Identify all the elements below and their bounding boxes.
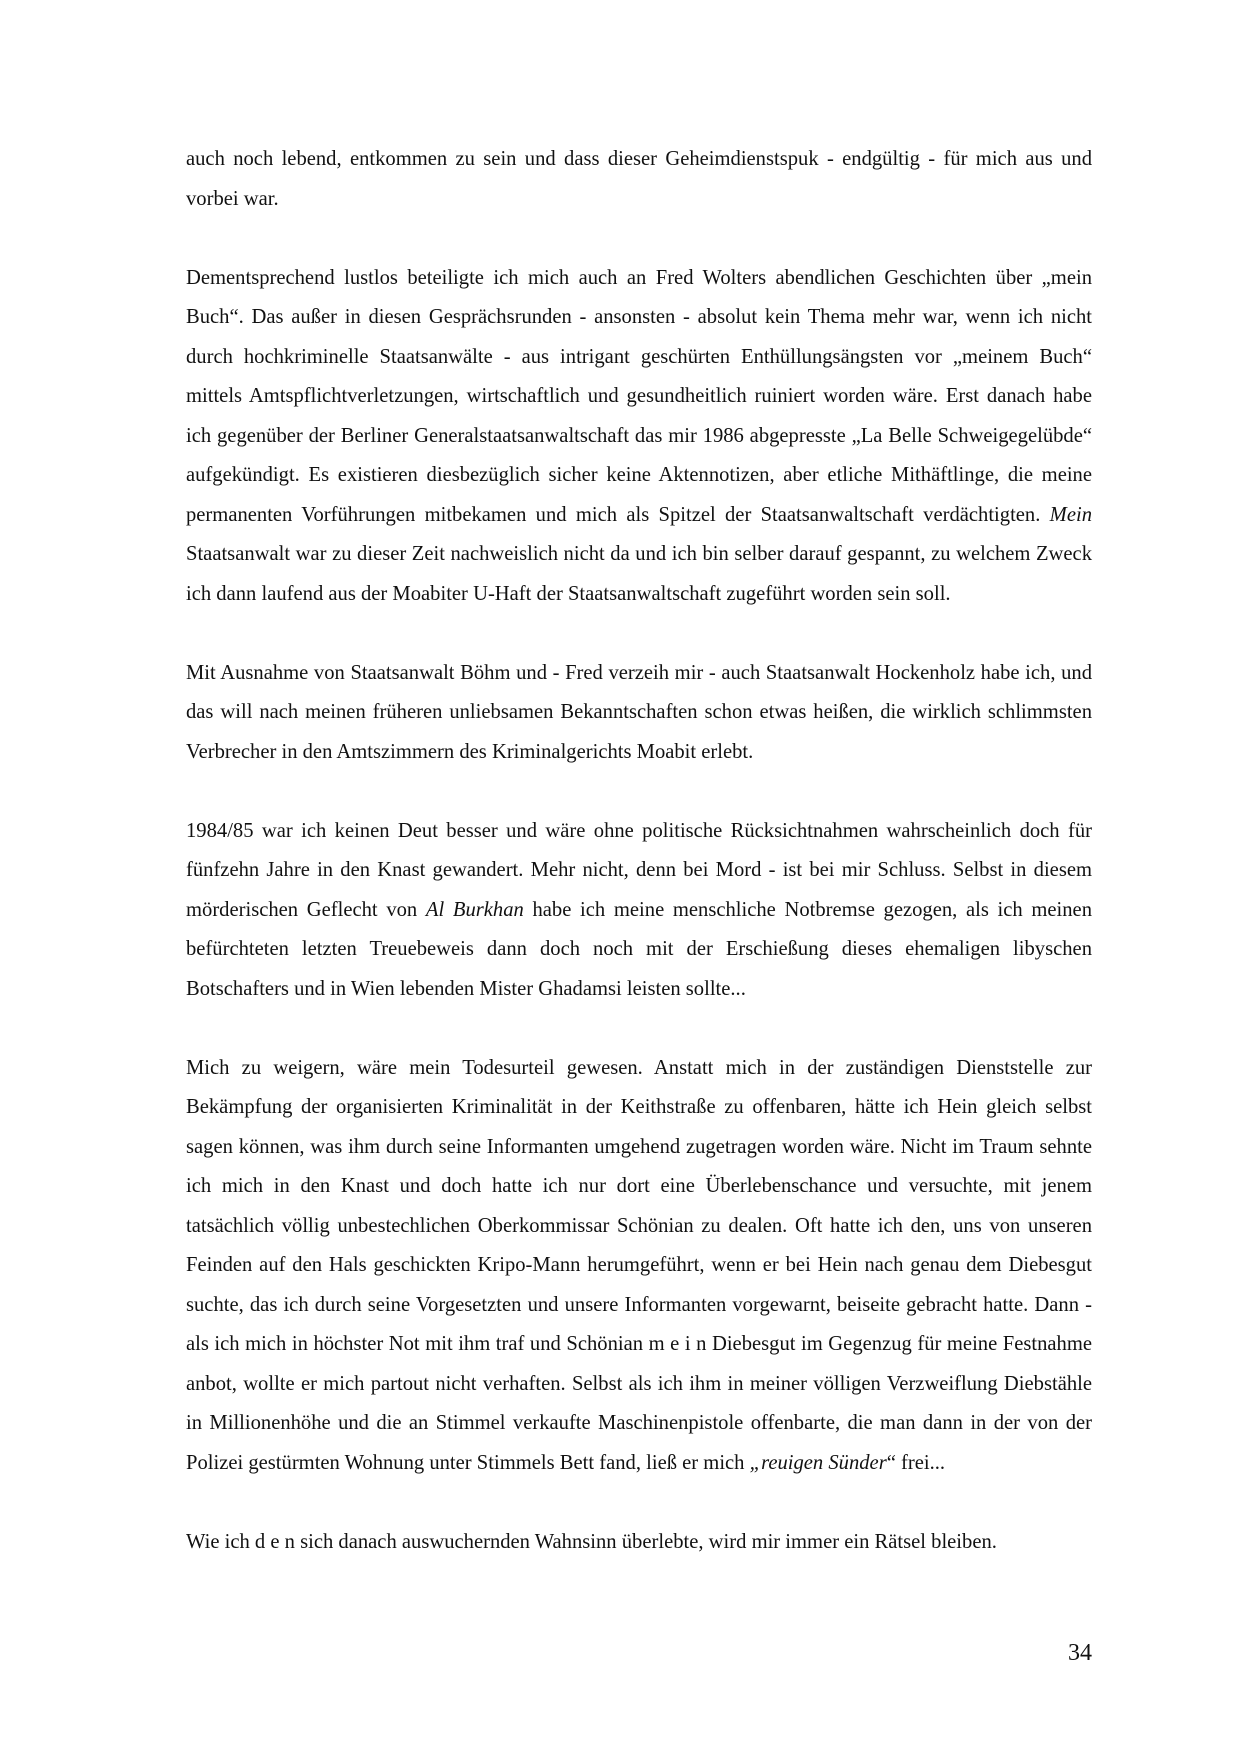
text-run: auch noch lebend, entkommen zu sein und dass dieser Geheimdienstspuk - endgültig - für mich aus und vorbei war. [186, 148, 1092, 210]
text-run: habe ich meine menschliche Notbremse gezogen, als ich meinen befürchteten letzten Treuebeweis dann doch noch mit der Erschießung dieses ehemaligen libyschen Botschafters und in Wien lebenden Mister Ghadamsi leisten sollte... [186, 898, 1092, 1000]
text-run: “ frei... [886, 1451, 946, 1474]
paragraph-4 [186, 812, 1092, 1010]
text-run: 1984/85 war ich keinen Deut besser und wäre ohne politische Rücksichtnahmen wahrscheinlich doch für fünfzehn Jahre in den Knast gewandert. Mehr nicht, denn bei Mord - ist bei mir Schluss. Selbst in diesem mörderischen Geflecht von [186, 819, 1092, 921]
text-run: Mich zu weigern, wäre mein Todesurteil gewesen. Anstatt mich in der zuständigen Dienststelle zur Bekämpfung der organisierten Kriminalität in der Keithstraße zu offenbaren, hätte ich Hein gleich selbst sagen können, was ihm durch seine Informanten umgehend zugetragen worden wäre. Nicht im Traum sehnte ich mich in den Knast und doch hatte ich nur dort eine Überlebenschance und versuchte, mit jenem tatsächlich völlig unbestechlichen Oberkommissar Schönian zu dealen. Oft hatte ich den, uns von unseren Feinden auf den Hals geschickten Kripo-Mann herumgeführt, wenn er bei Hein nach genau dem Diebesgut suchte, das ich durch seine Vorgesetzten und unsere Informanten vorgewarnt, beiseite gebracht hatte. Dann - als ich mich in höchster Not mit ihm traf und Schönian m e i n Diebesgut im Gegenzug für meine Festnahme anbot, wollte er mich partout nicht verhaften. Selbst als ich ihm in meiner völligen Verzweiflung Diebstähle in Millionenhöhe und die an Stimmel verkaufte Maschinenpistole offenbarte, die man dann in der von der Polizei gestürmten Wohnung unter Stimmels Bett fand, ließ er mich [186, 1056, 1092, 1474]
italic-text-run: „reuigen Sünder [749, 1451, 887, 1474]
text-run: Staatsanwalt war zu dieser Zeit nachweislich nicht da und ich bin selber darauf gespannt, zu welchem Zweck ich dann laufend aus der Moabiter U-Haft der Staatsanwaltschaft zugeführt worden sein soll. [186, 543, 1092, 605]
page-number: 34 [1068, 1640, 1092, 1666]
body-text [186, 140, 1092, 1562]
text-run: Mit Ausnahme von Staatsanwalt Böhm und - Fred verzeih mir - auch Staatsanwalt Hockenholz habe ich, und das will nach meinen früheren unliebsamen Bekanntschaften schon etwas heißen, die wirklich schlimmsten Verbrecher in den Amtszimmern des Kriminalgerichts Moabit erlebt. [186, 661, 1092, 763]
italic-text-run: Mein [1049, 503, 1092, 526]
paragraph-1 [186, 140, 1092, 219]
paragraph-3 [186, 654, 1092, 773]
paragraph-5 [186, 1049, 1092, 1484]
text-run: Wie ich d e n sich danach auswuchernden Wahnsinn überlebte, wird mir immer ein Rätsel bleiben. [186, 1530, 997, 1553]
italic-text-run: Al Burkhan [425, 898, 524, 921]
text-run: Dementsprechend lustlos beteiligte ich mich auch an Fred Wolters abendlichen Geschichten über „mein Buch“. Das außer in diesen Gesprächsrunden - ansonsten - absolut kein Thema mehr war, wenn ich nicht durch hochkriminelle Staatsanwälte - aus intrigant geschürten Enthüllungsängsten vor „meinem Buch“ mittels Amtspflichtverletzungen, wirtschaftlich und gesundheitlich ruiniert worden wäre. Erst danach habe ich gegenüber der Berliner Generalstaatsanwaltschaft das mir 1986 abgepresste „La Belle Schweigegelübde“ aufgekündigt. Es existieren diesbezüglich sicher keine Aktennotizen, aber etliche Mithäftlinge, die meine permanenten Vorführungen mitbekamen und mich als Spitzel der Staatsanwaltschaft verdächtigten. [186, 266, 1092, 526]
paragraph-2 [186, 259, 1092, 615]
paragraph-6 [186, 1523, 1092, 1563]
